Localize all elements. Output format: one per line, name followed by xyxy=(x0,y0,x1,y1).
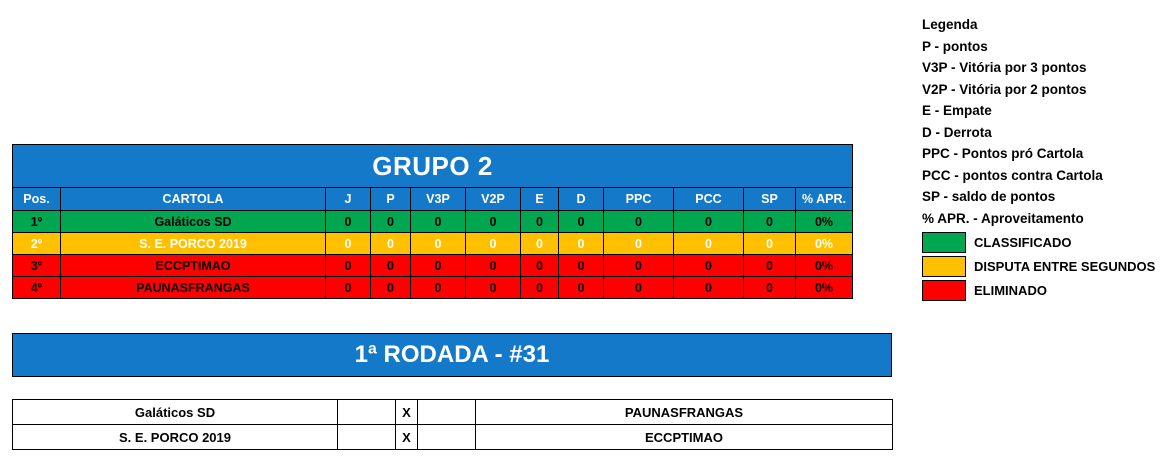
cell-ppc: 0 xyxy=(604,255,674,277)
cell-v2p: 0 xyxy=(466,255,521,277)
legend-line-ppc: PPC - Pontos pró Cartola xyxy=(922,146,1084,161)
legend-line-v2p: V2P - Vitória por 2 pontos xyxy=(922,81,1087,97)
col-header-v2p: V2P xyxy=(466,188,521,211)
cell-d: 0 xyxy=(559,211,604,233)
match-away-team: PAUNASFRANGAS xyxy=(476,400,893,425)
cell-apr: 0% xyxy=(796,233,853,255)
legend-line-e: E - Empate xyxy=(922,103,992,118)
match-home-team: Galáticos SD xyxy=(13,400,338,425)
legend-title: Legenda xyxy=(922,17,978,32)
match-home-score xyxy=(338,425,396,450)
round-header-block xyxy=(12,333,892,377)
cell-d: 0 xyxy=(559,233,604,255)
match-home-score xyxy=(338,400,396,425)
cell-pcc: 0 xyxy=(674,233,744,255)
swatch-label-classificado: CLASSIFICADO xyxy=(974,235,1072,250)
match-separator: X xyxy=(396,400,418,425)
col-header-d: D xyxy=(559,188,604,211)
group-title-row xyxy=(13,145,853,188)
swatch-label-eliminado: ELIMINADO xyxy=(974,283,1047,298)
legend-swatch-disputa xyxy=(922,256,1156,277)
col-header-j: J xyxy=(326,188,371,211)
table-row xyxy=(13,277,853,299)
col-header-pos: Pos. xyxy=(13,188,61,211)
table-row xyxy=(13,425,893,450)
match-separator: X xyxy=(396,425,418,450)
cell-p: 0 xyxy=(371,255,411,277)
cell-pcc: 0 xyxy=(674,255,744,277)
swatch-yellow xyxy=(922,256,966,277)
group-standings-block xyxy=(12,144,852,299)
legend-line-v3p: V3P - Vitória por 3 pontos xyxy=(922,60,1087,75)
cell-d: 0 xyxy=(559,255,604,277)
table-row xyxy=(13,400,893,425)
cell-ppc: 0 xyxy=(604,233,674,255)
matches-table xyxy=(12,399,893,450)
cell-pos: 2º xyxy=(13,233,61,255)
col-header-sp: SP xyxy=(744,188,796,211)
standings-table xyxy=(12,144,853,299)
cell-pcc: 0 xyxy=(674,277,744,299)
cell-apr: 0% xyxy=(796,255,853,277)
cell-pos: 1º xyxy=(13,211,61,233)
cell-v3p: 0 xyxy=(411,233,466,255)
cell-v2p: 0 xyxy=(466,211,521,233)
cell-ppc: 0 xyxy=(604,277,674,299)
table-row xyxy=(13,211,853,233)
cell-cartola: PAUNASFRANGAS xyxy=(61,277,326,299)
cell-pcc: 0 xyxy=(674,211,744,233)
col-header-v3p: V3P xyxy=(411,188,466,211)
cell-d: 0 xyxy=(559,277,604,299)
cell-v3p: 0 xyxy=(411,277,466,299)
match-home-team: S. E. PORCO 2019 xyxy=(13,425,338,450)
cell-ppc: 0 xyxy=(604,211,674,233)
legend-swatch-classificado xyxy=(922,232,1152,253)
col-header-p: P xyxy=(371,188,411,211)
cell-pos: 3º xyxy=(13,255,61,277)
cell-v3p: 0 xyxy=(411,211,466,233)
table-row xyxy=(13,233,853,255)
col-header-ppc: PPC xyxy=(604,188,674,211)
cell-apr: 0% xyxy=(796,211,853,233)
legend-line-sp: SP - saldo de pontos xyxy=(922,189,1056,204)
cell-sp: 0 xyxy=(744,211,796,233)
cell-cartola: Galáticos SD xyxy=(61,211,326,233)
match-away-score xyxy=(418,425,476,450)
legend-block xyxy=(922,14,1156,301)
legend-line-apr: % APR. - Aproveitamento xyxy=(922,210,1084,226)
round-title: 1ª RODADA - #31 xyxy=(12,333,892,377)
cell-j: 0 xyxy=(326,233,371,255)
cell-p: 0 xyxy=(371,211,411,233)
col-header-cartola: CARTOLA xyxy=(61,188,326,211)
match-away-team: ECCPTIMAO xyxy=(476,425,893,450)
standings-header-row xyxy=(13,188,853,211)
cell-e: 0 xyxy=(521,277,559,299)
cell-v2p: 0 xyxy=(466,277,521,299)
legend-line-d: D - Derrota xyxy=(922,124,992,140)
col-header-e: E xyxy=(521,188,559,211)
table-row xyxy=(13,255,853,277)
cell-cartola: ECCPTIMAO xyxy=(61,255,326,277)
cell-e: 0 xyxy=(521,233,559,255)
cell-cartola: S. E. PORCO 2019 xyxy=(61,233,326,255)
cell-j: 0 xyxy=(326,255,371,277)
swatch-red xyxy=(922,280,966,301)
matches-block xyxy=(12,399,892,450)
legend-swatch-eliminado xyxy=(922,280,1152,301)
cell-e: 0 xyxy=(521,255,559,277)
cell-pos: 4º xyxy=(13,277,61,299)
legend-line-p: P - pontos xyxy=(922,38,988,54)
cell-p: 0 xyxy=(371,277,411,299)
cell-sp: 0 xyxy=(744,255,796,277)
cell-p: 0 xyxy=(371,233,411,255)
swatch-green xyxy=(922,232,966,253)
col-header-apr: % APR. xyxy=(796,188,853,211)
legend-line-pcc: PCC - pontos contra Cartola xyxy=(922,167,1103,183)
cell-e: 0 xyxy=(521,211,559,233)
swatch-label-disputa: DISPUTA ENTRE SEGUNDOS xyxy=(974,259,1156,274)
group-title: GRUPO 2 xyxy=(13,145,853,188)
cell-j: 0 xyxy=(326,211,371,233)
cell-v3p: 0 xyxy=(411,255,466,277)
cell-sp: 0 xyxy=(744,233,796,255)
cell-sp: 0 xyxy=(744,277,796,299)
match-away-score xyxy=(418,400,476,425)
cell-apr: 0% xyxy=(796,277,853,299)
cell-j: 0 xyxy=(326,277,371,299)
cell-v2p: 0 xyxy=(466,233,521,255)
col-header-pcc: PCC xyxy=(674,188,744,211)
